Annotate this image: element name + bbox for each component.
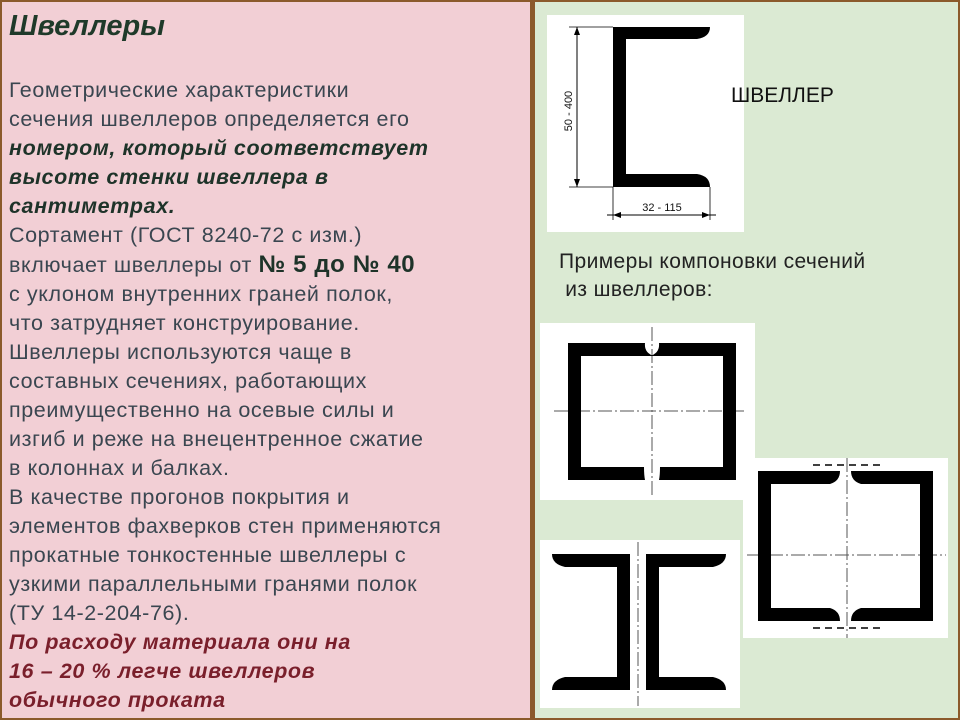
text-line: что затрудняет конструирование. [9, 311, 360, 335]
back-to-back-section-drawing [540, 540, 740, 708]
text-line: элементов фахверков стен применяются [9, 514, 442, 538]
text-line-highlight: обычного проката [9, 688, 226, 712]
text-line: с уклоном внутренних граней полок, [9, 282, 393, 306]
figure-label: ШВЕЛЛЕР [731, 84, 834, 107]
text-line-emphasis: высоте стенки швеллера в [9, 165, 329, 189]
text-line: Сортамент (ГОСТ 8240-72 с изм.) [9, 223, 363, 247]
text-line: изгиб и реже на внецентренное сжатие [9, 427, 424, 451]
text-line: сечения швеллеров определяется его [9, 107, 410, 131]
box-section-offset-figure [743, 458, 948, 638]
examples-caption-line: из швеллеров: [559, 278, 713, 301]
text-line: Геометрические характеристики [9, 78, 350, 102]
text-line: преимущественно на осевые силы и [9, 398, 395, 422]
channel-profile-figure [547, 15, 744, 232]
text-fragment: включает швеллеры от [9, 253, 259, 277]
text-line-highlight: По расходу материала они на [9, 630, 351, 654]
box-section-drawing [540, 323, 755, 500]
text-line: узкими параллельными гранями полок [9, 572, 418, 596]
box-section-figure [540, 323, 755, 500]
width-dimension-label: 32 - 115 [642, 202, 682, 214]
text-line: В качестве прогонов покрытия и [9, 485, 350, 509]
text-line: Швеллеры используются чаще в [9, 340, 352, 364]
text-line: (ТУ 14-2-204-76). [9, 601, 190, 625]
examples-caption [559, 248, 866, 304]
text-line: прокатные тонкостенные швеллеры с [9, 543, 407, 567]
text-line: составных сечениях, работающих [9, 369, 367, 393]
text-line [9, 250, 524, 280]
channel-profile-drawing [547, 15, 744, 232]
examples-caption-line: Примеры компоновки сечений [559, 250, 866, 273]
text-line-highlight: 16 – 20 % легче швеллеров [9, 659, 316, 683]
page-title: Швеллеры [9, 10, 165, 42]
text-line-emphasis: номером, который соответствует [9, 136, 429, 160]
text-line: в колоннах и балках. [9, 456, 230, 480]
text-line-emphasis: сантиметрах. [9, 194, 176, 218]
box-section-offset-drawing [743, 458, 948, 638]
body-text [9, 76, 524, 715]
number-range: № 5 до № 40 [258, 251, 416, 278]
height-dimension-label: 50 - 400 [563, 90, 575, 132]
back-to-back-section-figure [540, 540, 740, 708]
